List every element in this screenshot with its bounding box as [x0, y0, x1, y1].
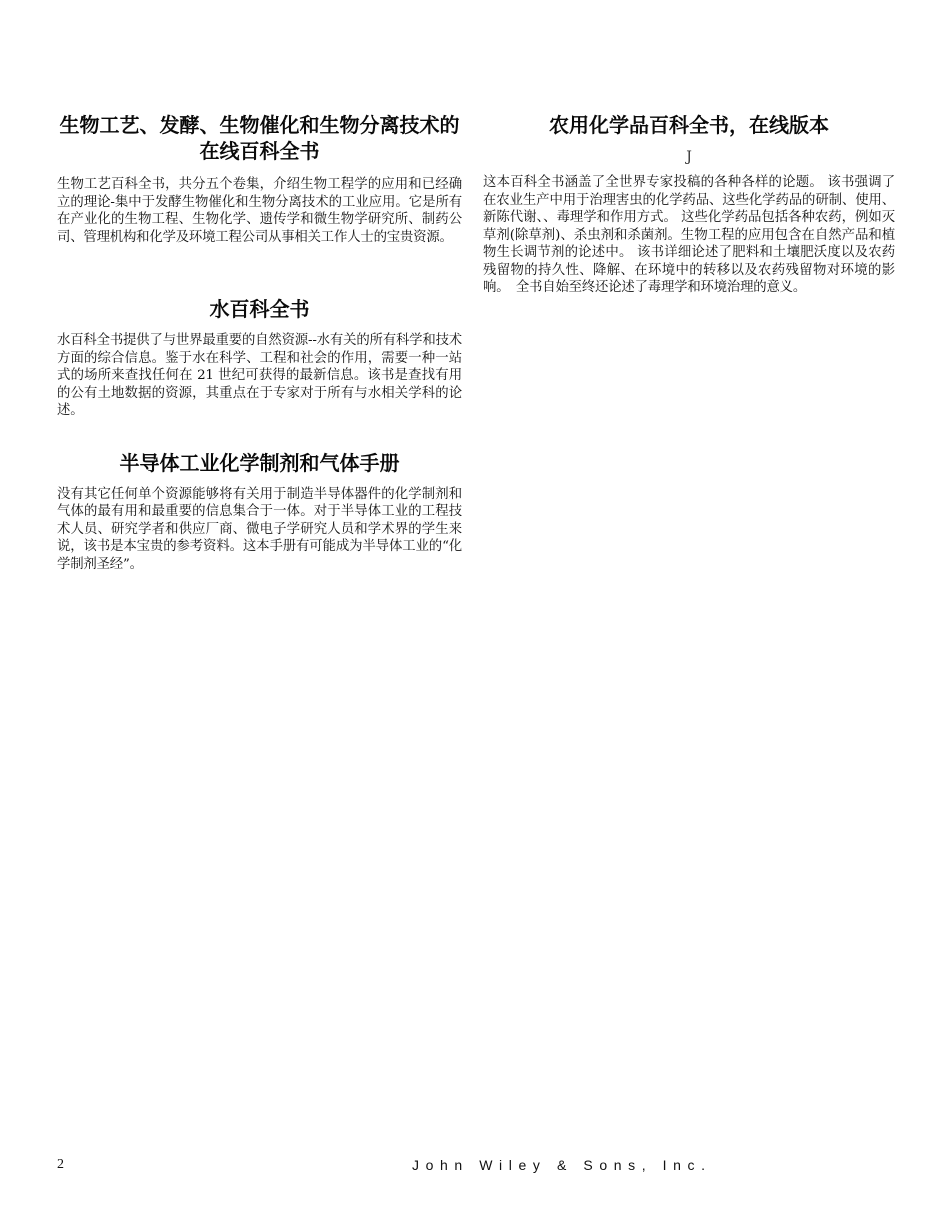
section-title: 半导体工业化学制剂和气体手册 — [119, 450, 400, 475]
publisher-name: John Wiley & Sons, Inc. — [412, 1157, 712, 1173]
section-body: 生物工艺百科全书，共分五个卷集，介绍生物工程学的应用和已经确立的理论-集中于发酵生物催化和生物分离技术的工业应用。它是所有在产业化的生物工程、生物化学、遗传学和微生物学研究所、制药公司、管理机构和化学及环境工程公司从事相关工作人士的宝贵资源。 — [57, 177, 462, 245]
section-semiconductor-handbook — [57, 450, 462, 574]
stray-marker-glyph: J — [686, 149, 692, 165]
section-biotechnology-encyclopedia — [57, 112, 462, 246]
section-title: 农用化学品百科全书，在线版本 — [549, 113, 829, 137]
page-number: 2 — [57, 1157, 64, 1172]
section-agrochemicals-encyclopedia — [483, 112, 895, 297]
section-body: 这本百科全书涵盖了全世界专家投稿的各种各样的论题。 该书强调了在农业生产中用于治理害虫的化学药品、这些化学药品的研制、使用、新陈代谢、、毒理学和作用方式。 这些化学药品包括各种农药，例如灭草剂(除草剂)、杀虫剂和杀菌剂。生物工程的应用包含在自然产品和植物生长调节剂的论述中。 该书详细论述了肥料和土壤肥沃度以及农药残留物的持久性、降解、在环境中的转移以及农药残留物对环境的影响。 全书自始至终还论述了毒理学和环境治理的意义。 — [483, 175, 895, 295]
section-water-encyclopedia — [57, 296, 462, 420]
section-title: 水百科全书 — [209, 297, 310, 321]
section-title: 生物工艺、发酵、生物催化和生物分离技术的在线百科全书 — [59, 113, 460, 163]
right-column — [483, 112, 895, 297]
section-body: 水百科全书提供了与世界最重要的自然资源--水有关的所有科学和技术方面的综合信息。鉴于水在科学、工程和社会的作用，需要一种一站式的场所来查找任何在 21 世纪可获得的最新信息。该书是查找有用的公有土地数据的资源，其重点在于专家对于所有与水相关学科的论述。 — [57, 333, 462, 418]
section-body: 没有其它任何单个资源能够将有关用于制造半导体器件的化学制剂和气体的最有用和最重要的信息集合于一体。对于半导体工业的工程技术人员、研究学者和供应厂商、微电子学研究人员和学术界的学生来说，该书是本宝贵的参考资料。这本手册有可能成为半导体工业的“化学制剂圣经”。 — [57, 486, 462, 572]
left-column — [57, 112, 462, 573]
